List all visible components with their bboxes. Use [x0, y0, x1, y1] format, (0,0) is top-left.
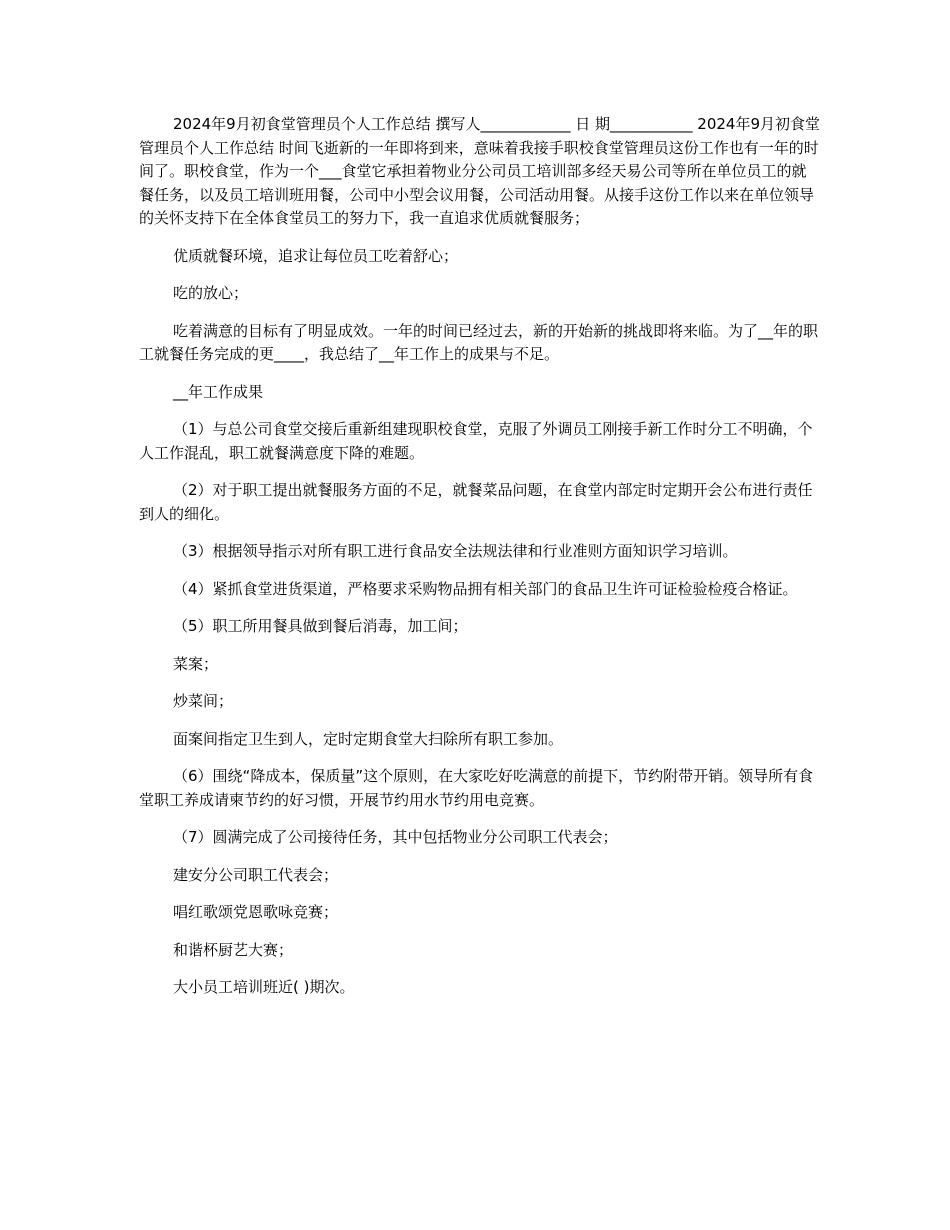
paragraph: 面案间指定卫生到人，定时定期食堂大扫除所有职工参加。: [173, 729, 564, 748]
paragraph: 吃着满意的目标有了明显成效。一年的时间已经过去，新的开始新的挑战即将来临。为了__年的职工就餐任务完成的更____，我总结了__年工作上的成果与不足。: [139, 321, 819, 363]
list-item: （6）围绕“降成本，保质量”这个原则，在大家吃好吃满意的前提下，节约附带开销。领导所有食堂职工养成请柬节约的好习惯，开展节约用水节约用电竞赛。: [139, 767, 814, 809]
paragraph: 大小员工培训班近( )期次。: [173, 978, 355, 996]
paragraph: 建安分公司职工代表会；: [173, 865, 339, 884]
section-heading: __年工作成果: [173, 382, 264, 401]
paragraph: 炒菜间；: [173, 692, 234, 710]
list-item: （4）紧抓食堂进货渠道，严格要求采购物品拥有相关部门的食品卫生许可证检验检疫合格证。: [173, 579, 798, 598]
list-item: （1）与总公司食堂交接后重新组建现职校食堂，克服了外调员工刚接手新工作时分工不明确，个人工作混乱，职工就餐满意度下降的难题。: [139, 420, 813, 462]
paragraph-intro: 2024年9月初食堂管理员个人工作总结 撰写人____________ 日 期___________ 2024年9月初食堂管理员个人工作总结 时间飞逝新的一年即将到来，意味着我接手职校食堂管理员这份工作也有一年的时间了。职校食堂，作为一个___食堂它承担着物业分公司员工培训部多经天易公司等所在单位员工的就餐任务，以及员工培训班用餐，公司中小型会议用餐，公司活动用餐。从接手这份工作以来在单位领导的关怀支持下在全体食堂员工的努力下，我一直追求优质就餐服务；: [139, 115, 821, 227]
paragraph: 吃的放心；: [173, 284, 249, 302]
paragraph: 和谐杯厨艺大赛；: [173, 940, 294, 959]
list-item: （3）根据领导指示对所有职工进行食品安全法规法律和行业准则方面知识学习培训。: [173, 542, 738, 560]
list-item: （5）职工所用餐具做到餐后消毒，加工间；: [173, 617, 468, 635]
list-item: （2）对于职工提出就餐服务方面的不足，就餐菜品问题，在食堂内部定时定期开会公布进行责任到人的细化。: [139, 481, 813, 523]
list-item: （7）圆满完成了公司接待任务，其中包括物业分公司职工代表会；: [173, 828, 618, 846]
paragraph: 唱红歌颂党恩歌咏竞赛；: [173, 903, 339, 921]
paragraph: 优质就餐环境，追求让每位员工吃着舒心；: [173, 246, 459, 265]
paragraph: 菜案；: [173, 654, 219, 673]
